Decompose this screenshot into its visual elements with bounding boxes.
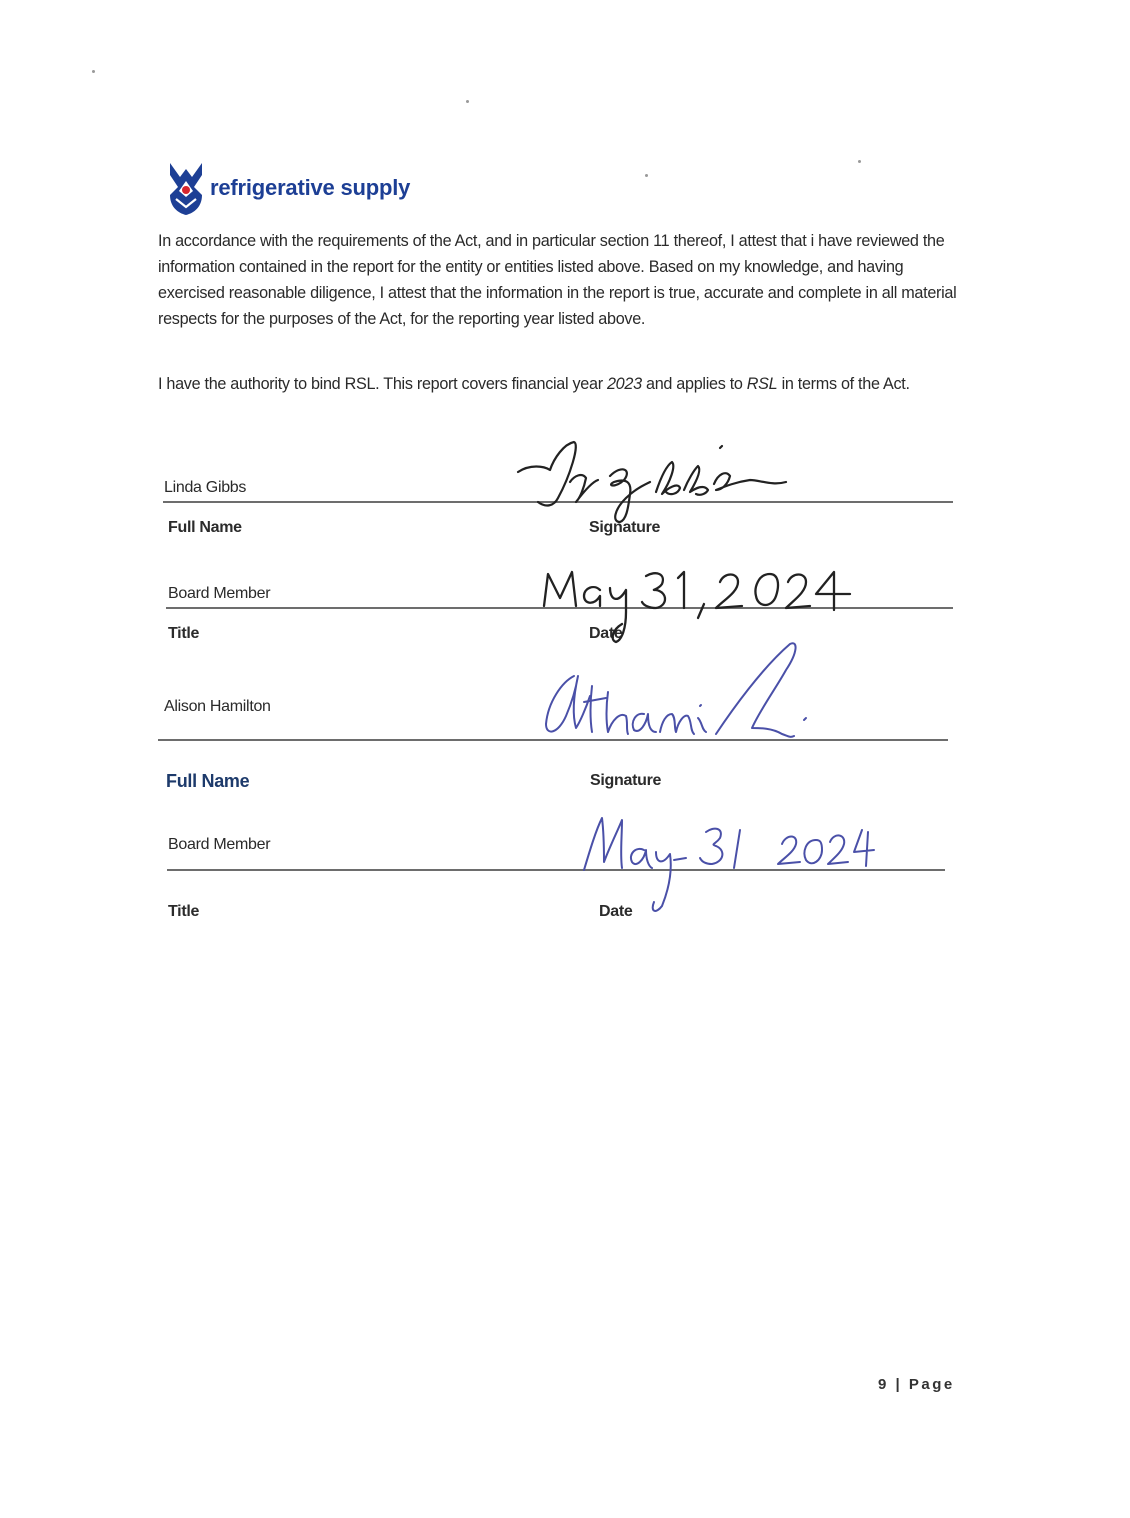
authority-text-2: and applies to [641, 375, 747, 393]
signatory-2-title: Board Member [168, 836, 271, 853]
scan-speck [92, 70, 95, 73]
signatory-1-full-name: Linda Gibbs [164, 479, 247, 496]
signatory-2-signature-caption: Signature [590, 772, 662, 789]
authority-text-1: I have the authority to bind RSL. This report covers financial year [158, 375, 607, 393]
signatory-1-signature [510, 436, 800, 528]
signatory-2-full-name: Alison Hamilton [164, 698, 271, 715]
authority-paragraph [158, 371, 970, 397]
financial-year: 2023 [606, 375, 642, 393]
scan-speck [645, 174, 648, 177]
signatory-2-title-caption: Title [168, 903, 200, 920]
entity-name: RSL [746, 375, 778, 393]
signatory-1-full-name-caption: Full Name [168, 519, 242, 536]
signatory-1-signature-caption: Signature [589, 519, 661, 536]
page-number: 9 | Page [878, 1376, 955, 1393]
signatory-2-full-name-caption: Full Name [166, 771, 250, 791]
company-logo-text: refrigerative supply [210, 175, 411, 200]
signatory-1-title-caption: Title [168, 625, 200, 642]
signatory-2-date-caption: Date [599, 903, 633, 920]
scan-speck [858, 160, 861, 163]
scan-speck [466, 100, 469, 103]
signatory-1-title: Board Member [168, 585, 271, 602]
signatory-2-handwritten-date [578, 810, 878, 920]
attestation-paragraph: In accordance with the requirements of the Act, and in particular section 11 thereof, I attest that i have reviewed the information contained in the report for the entity or entities listed above. Based on my knowledge, and having exercised reasonable diligence, I attest that the information in the report is true, accurate and complete in all material respects for the purposes of the Act, for the reporting year listed above. [158, 232, 957, 328]
authority-text-3: in terms of the Act. [777, 375, 910, 393]
signatory-1-date-caption: Date [589, 625, 623, 642]
signatory-2-signature [536, 636, 816, 746]
company-logo [166, 158, 410, 218]
refrigerative-supply-emblem-icon [166, 159, 206, 217]
